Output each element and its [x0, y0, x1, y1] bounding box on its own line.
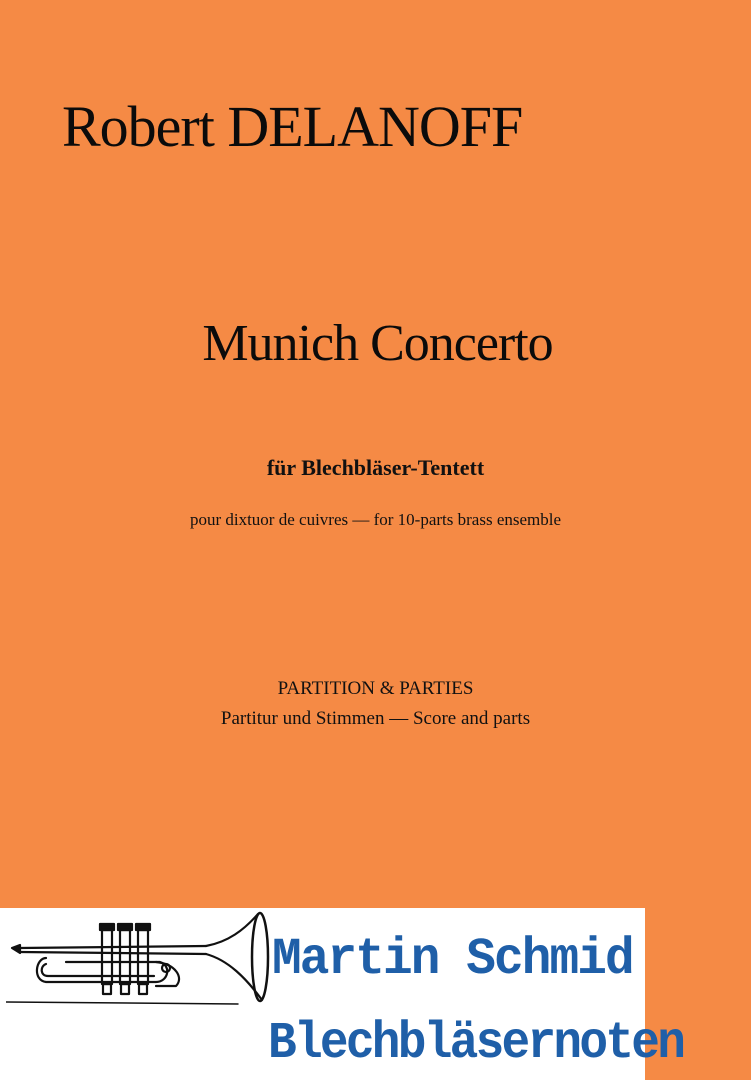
work-title [0, 312, 751, 376]
publisher-banner [0, 908, 684, 1080]
publisher-name: Martin Schmid [272, 930, 633, 989]
trumpet-icon [6, 908, 276, 1038]
work-title-text: Munich Concerto [202, 315, 553, 372]
composer-name: Robert DELANOFF [62, 94, 523, 159]
edition-type-french: PARTITION & PARTIES [277, 678, 474, 699]
instrumentation-german: für Blechbläser-Tentett [266, 455, 485, 480]
instrumentation-french-english: pour dixtuor de cuivres — for 10-parts brass ensemble [189, 510, 562, 529]
edition-type-german-english: Partitur und Stimmen — Score and parts [220, 708, 531, 729]
publisher-tagline: Blechbläsernoten [268, 1014, 684, 1073]
